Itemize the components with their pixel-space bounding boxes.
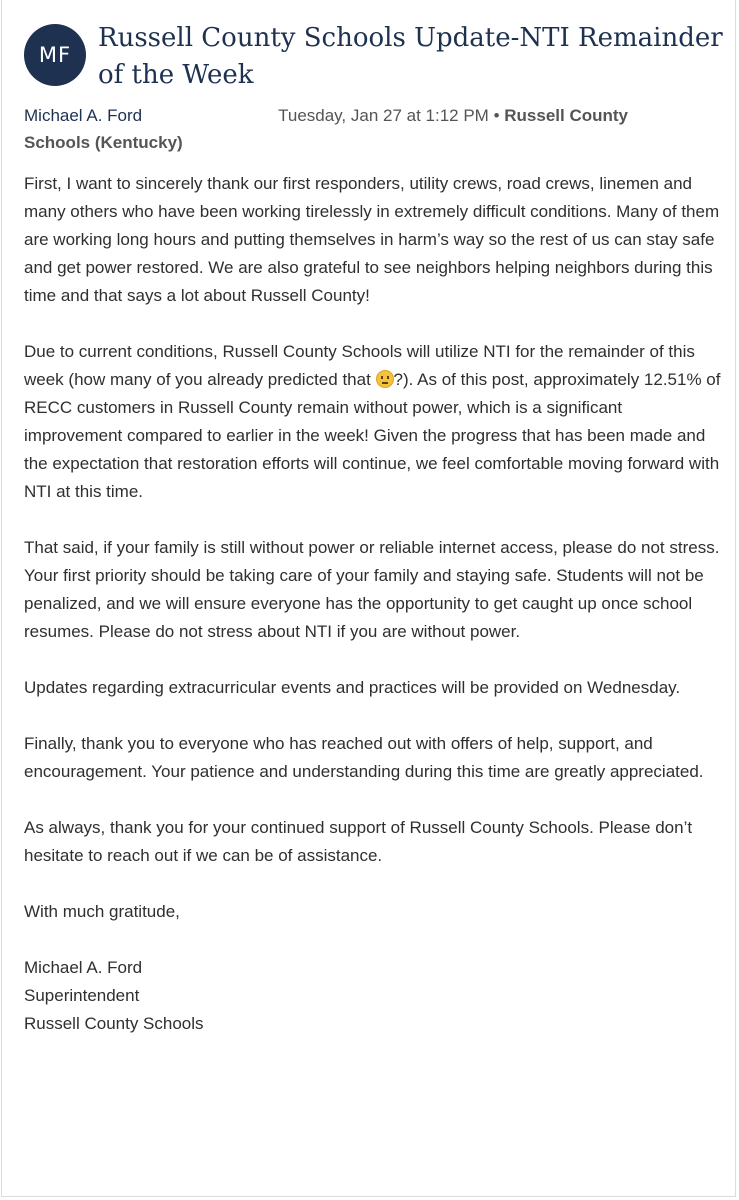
- body-paragraph-support: As always, thank you for your continued support of Russell County Schools. Please don’t hesitate to reach out if we can be of assistance.: [24, 818, 693, 865]
- post-timestamp: Tuesday, Jan 27 at 1:12 PM: [278, 106, 489, 125]
- meta-separator: •: [493, 106, 500, 125]
- post-card: [1, 0, 736, 1197]
- thinking-face-emoji-icon: [376, 370, 394, 388]
- avatar[interactable]: [24, 24, 86, 86]
- closing-line: With much gratitude,: [24, 902, 180, 921]
- body-paragraph-thanks: First, I want to sincerely thank our first responders, utility crews, road crews, linemen and many others who have been working tirelessly in extremely difficult conditions. Many of them are working long hours and putting themselves in harm’s way so the rest of us can stay safe and get power restored. We are also grateful to see neighbors helping neighbors during this time and that says a lot about Russell County!: [24, 174, 720, 305]
- author-name-link[interactable]: Michael A. Ford: [24, 106, 143, 125]
- body-paragraph-gratitude: Finally, thank you to everyone who has reached out with offers of help, support, and encouragement. Your patience and understanding during this time are greatly appreciated.: [24, 734, 704, 781]
- organization-link-continued[interactable]: Schools (Kentucky): [24, 133, 183, 152]
- signature-name: Michael A. Ford: [24, 958, 143, 977]
- post-title: Russell County Schools Update-NTI Remainder of the Week: [98, 23, 723, 90]
- body-paragraph-nti-end: ?). As of this post, approximately 12.51% of RECC customers in Russell County remain without power, which is a significant improvement compared to earlier in the week! Given the progress that has been made and the expectation that restoration efforts will continue, we feel comfortable moving forward with NTI at this time.: [24, 370, 721, 501]
- body-paragraph-nti: [24, 338, 724, 506]
- signature-title: Superintendent: [24, 986, 140, 1005]
- avatar-initials: MF: [38, 43, 72, 67]
- organization-link[interactable]: Russell County: [504, 106, 629, 125]
- post-body: [24, 170, 724, 1038]
- signature-organization: Russell County Schools: [24, 1014, 204, 1033]
- body-paragraph-nti-start: Due to current conditions, Russell County Schools will utilize NTI for the remainder of this week (how many of you already predicted that: [24, 342, 695, 389]
- body-paragraph-no-stress: That said, if your family is still without power or reliable internet access, please do not stress. Your first priority should be taking care of your family and staying safe. Students will not be penalized, and we will ensure everyone has the opportunity to get caught up once school resumes. Please do not stress about NTI if you are without power.: [24, 538, 720, 641]
- post-meta: [24, 102, 684, 156]
- body-paragraph-extracurricular: Updates regarding extracurricular events and practices will be provided on Wednesday.: [24, 678, 681, 697]
